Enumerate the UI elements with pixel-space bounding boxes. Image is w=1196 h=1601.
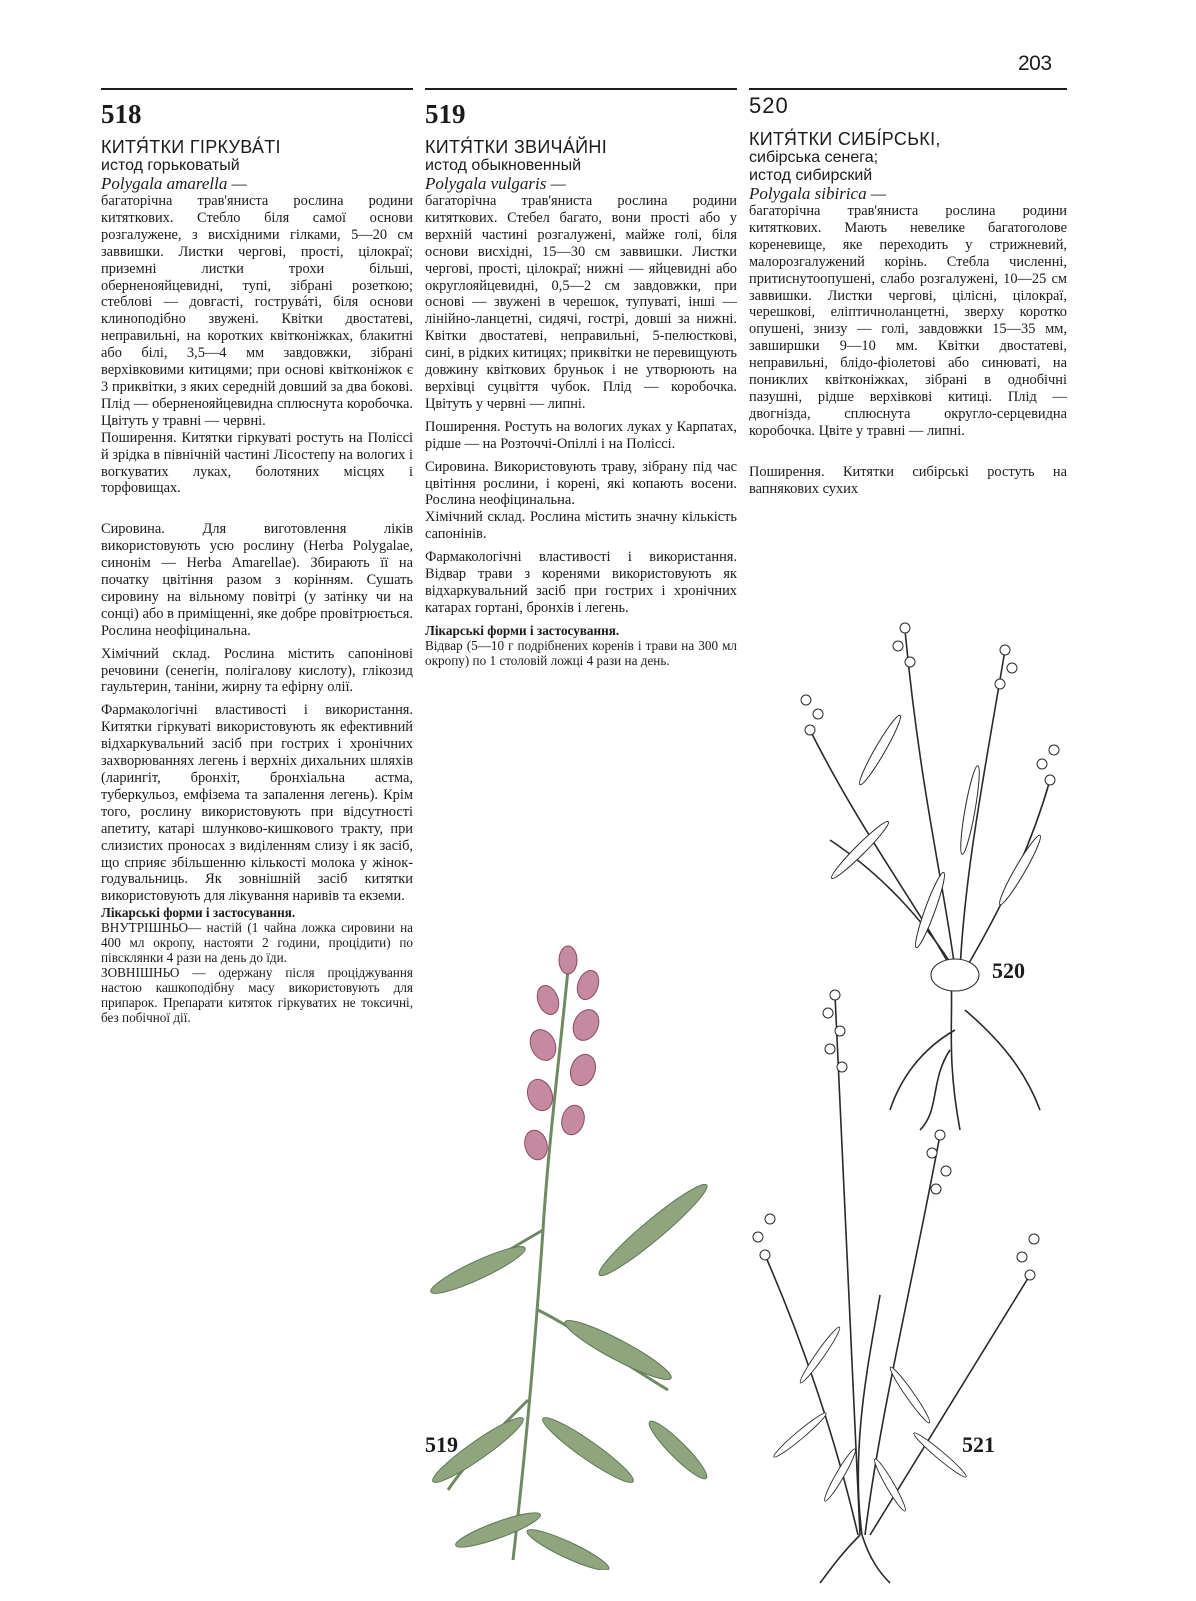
chemical-composition: Хімічний склад. Рослина містить сапонінові речовини (сенегін, полігалову кислоту), глікозид гаультерин, таніни, жирну та ефірну олії. [101,645,413,696]
latin-name: Polygala vulgaris — [425,174,566,193]
column-rule [425,88,737,90]
page-number: 203 [1018,52,1052,75]
dosage-forms-heading: Лікарські форми і застосування. [101,905,296,921]
distribution: Поширення. Ростуть на вологих луках у Карпатах, рідше — на Розточчі-Опіллі і на Поліссі. [425,418,737,452]
plate-label-520: 520 [992,958,1025,983]
description: багаторічна трав'яниста рослина родини китяткових. Мають невелике багатоголове кореневище, яке переходить у стрижневий, малорозгалужений корінь. Стебла численні, притиснутоопушені, слабо розгалужені, 10—25 см заввишки. Листки чергові, цілісні, цілокраї, черешкові, еліптичноланцетні, зверху коротко опушені, знизу — голі, завдовжки 15—35 мм, завширшки 9—10 мм. Квітки двостатеві, неправильні, блідо-фіолетові або синюваті, на пониклих квітконіжках, зібрані в однобічні пазушні, рідше верхівкові китиці. Плід — двогнізда, сплюснута округло-серцевидна коробочка. Цвіте у травні — липні. [749,203,1067,439]
external-use: ЗОВНІШНЬО — одержану після проціджування настою кашкоподібну масу використовують для припарок. Препарати китяток гіркуватих не токсичні, без побічної дії. [101,965,413,1026]
entry-519 [425,88,737,668]
plate-label-519: 519 [425,1432,458,1457]
description: багаторічна трав'яниста рослина родини китяткових. Стебел багато, вони прості або у верхній частині розгалужені, майже голі, біля основи висхідні, 15—30 см заввишки. Листки чергові, прості, цілокраї; нижні — яйцевидні або округлояйцевидні, 0,5—2 см завдовжки, при основі — звужені в черешок, тупуваті, інші — лінійно-ланцетні, сидячі, гострі, довші за нижні. Квітки двостатеві, неправильні, 5-пелюсткові, сині, в рідких китицях; приквітки не перевищують довжину квіткових бруньок і не утворюють на верхівці суцвіття чубок. Плід — коробочка. Цвітуть у червні — липні. [425,193,737,412]
raw-material: Сировина. Для виготовлення ліків використовують усю рослину (Herba Polygalae, синонім — Herba Amarellae). Збирають її на початку цвітіння разом з корінням. Сушать сировину на вільному повітрі (у затінку чи на сонці) або в приміщенні, яке добре провітрюється. Рослина неофіцинальна. [101,521,413,639]
pharmacology: Фармакологічні властивості і використання. Відвар трави з коренями використовують як відхаркувальний засіб при гострих і хронічних катарах гортані, бронхів і легень. [425,549,737,616]
entry-number: 518 [101,99,142,129]
entry-title: КИТЯ́ТКИ ЗВИЧА́ЙНІ [425,137,607,157]
raw-material: Сировина. Використовують траву, зібрану під час цвітіння рослини, і корені, які копають восени. Рослина неофіцинальна. [425,458,737,509]
entry-title: КИТЯ́ТКИ СИБІ́РСЬКІ, [749,129,941,149]
plant-illustration-519 [418,930,748,1570]
column-rule [101,88,413,90]
plant-illustration-521 [740,975,1060,1585]
entry-number: 519 [425,99,466,129]
description: багаторічна трав'яниста рослина родини китяткових. Стебло біля самої основи розгалужене, з висхідними гілками, 5—20 см заввишки. Листки чергові, прості, цілокраї; приземні листки трохи більші, оберненояйцевидні, тупі, зібрані розеткою; стеблові — довгасті, гострувáті, біля основи клиноподібно звужені. Квітки двостатеві, неправильні, на коротких квітконіжках, блакитні або білі, 3,5—4 мм завдовжки, зібрані верхівковими китицями; при основі квітконіжок є 3 приквітки, з яких середній довший за два бокові. Плід — оберненояйцевидна сплюснута коробочка. Цвітуть у травні — червні. [101,193,413,429]
entry-title: КИТЯ́ТКИ ГІРКУВА́ТІ [101,137,281,157]
plate-label-521: 521 [962,1432,995,1457]
russian-name: истод обыкновенный [425,157,582,174]
entry-518 [101,88,413,1025]
alternate-name: сибірська сенега; [749,149,879,166]
decoction-use: Відвар (5—10 г подрібнених коренів і трави на 300 мл окропу) по 1 столовій ложці 4 рази на день. [425,637,737,668]
entry-number: 520 [749,93,789,118]
latin-name: Polygala amarella — [101,174,247,193]
dosage-forms-heading: Лікарські форми і застосування. [425,622,620,638]
distribution: Поширення. Китятки гіркуваті ростуть на Поліссі й зрідка в північній частині Лісостепу на вологих і вогкуватих луках, болотяних місцях і торфовищах. [101,429,413,497]
internal-use: ВНУТРІШНЬО— настій (1 чайна ложка сировини на 400 мл окропу, настояти 2 години, процідити) по півсклянки 4 рази на день до їди. [101,920,413,966]
latin-name: Polygala sibirica — [749,184,886,203]
russian-name: истод сибирский [749,167,873,184]
chemical-composition: Хімічний склад. Рослина містить значну кількість сапонінів. [425,509,737,543]
russian-name: истод горьковатый [101,157,240,174]
pharmacology: Фармакологічні властивості і використання. Китятки гіркуваті використовують як ефективний відхаркувальний засіб при гострих і хронічних захворюваннях легень і верхніх дихальних шляхів (ларингіт, бронхіт, бронхіальна астма, туберкульоз, емфізема та запалення легень). Крім того, рослину використовують при відсутності апетиту, катарі шлунково-кишкового тракту, при слизистих проносах з виділенням слизу і як засіб, що сприяє збільшенню кількості молока у жінок-годувальниць. Як зовнішній засіб китятки використовують для лікування наривів та екземи. [101,702,413,905]
column-rule [749,88,1067,90]
distribution: Поширення. Китятки сибірські ростуть на вапнякових сухих [749,463,1067,497]
entry-520 [749,88,1067,498]
